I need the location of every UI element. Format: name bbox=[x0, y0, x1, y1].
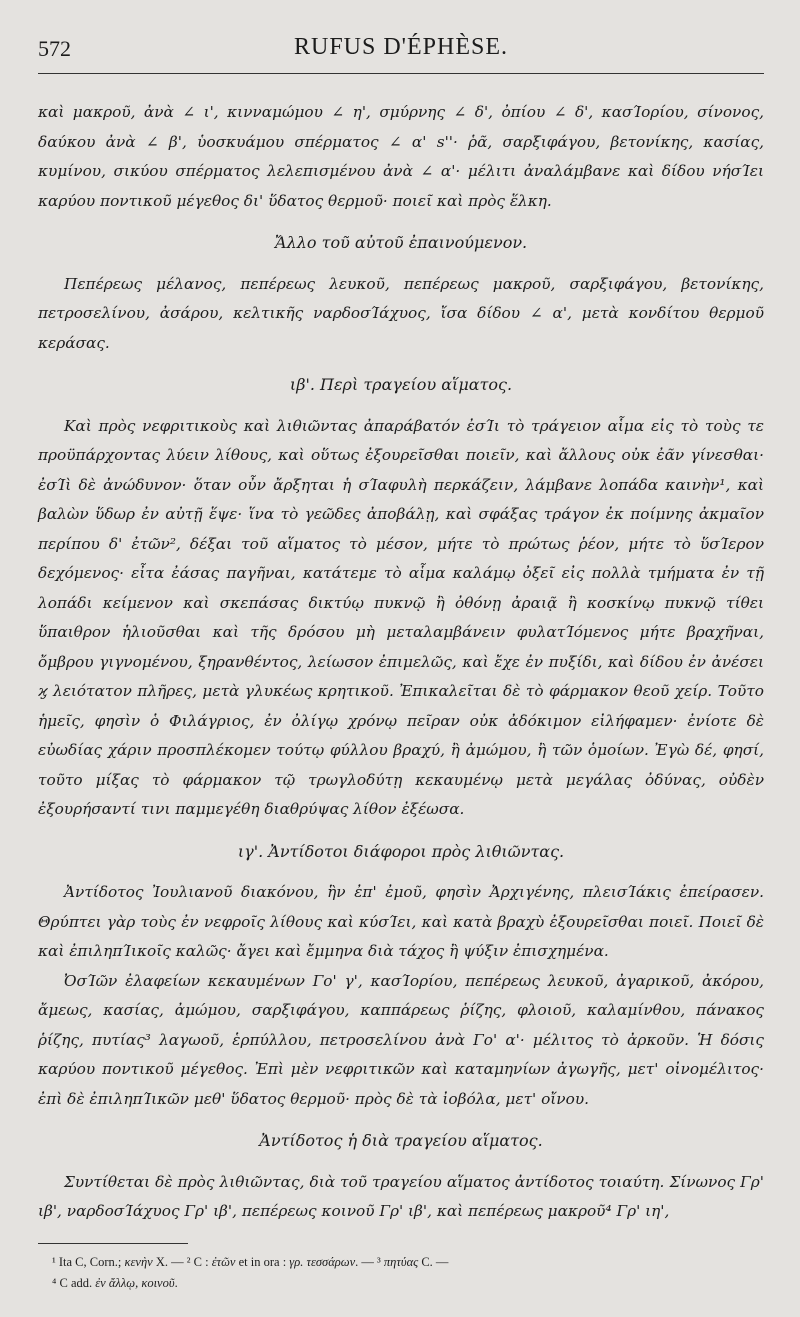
header-rule bbox=[38, 73, 764, 74]
section-heading-13: ιγ'. Ἀντίδοτοι διάφοροι πρὸς λιθιῶντας. bbox=[237, 841, 565, 861]
paragraph-syntithetai: Συντίθεται δὲ πρὸς λιθιῶντας, διὰ τοῦ τραγείου αἵματος ἀντίδοτος τοιαύτη. Σίνωνος Γρ' ιβ', ναρδοσΊάχυος Γρ' ιβ', πεπέρεως κοινοῦ Γρ' ιβ', καὶ πεπέρεως μακροῦ⁴ Γρ' ιη', bbox=[38, 1172, 764, 1220]
footnote-text: . — ³ bbox=[355, 1254, 384, 1269]
paragraph-ostoon: ὈσΊῶν ἐλαφείων κεκαυμένων Γο' γ', κασΊορίου, πεπέρεως λευκοῦ, ἀγαρικοῦ, ἀκόρου, ἄμεως, κασίας, ἀμώμου, σαρξιφάγου, καππάρεως ῥίζης, φλοιοῦ, καλαμίνθου, πάνακος ῥίζης, πυτίας³ λαγωοῦ, ἑρπύλλου, πετροσελίνου ἀνὰ Γο' α'· μέλιτος τὸ ἀρκοῦν. Ἡ δόσις καρύου ποντικοῦ μέγεθος. Ἐπὶ μὲν νεφριτικῶν καὶ καταμηνίων ἀγωγῆς, μετ' οἰνομέλιτος· ἐπὶ δὲ ἐπιληπΊικῶν μεθ' ὕδατος θερμοῦ· πρὸς δὲ τὰ ἰοβόλα, μετ' οἴνου. bbox=[38, 971, 764, 1108]
footnote-greek: ἐν ἄλλῳ, κοινοῦ bbox=[95, 1275, 175, 1290]
footnote-greek: ἐτῶν bbox=[211, 1254, 236, 1269]
page-content bbox=[38, 98, 764, 1227]
footnotes bbox=[38, 1252, 764, 1294]
footnote-text: ⁴ C add. bbox=[52, 1275, 96, 1290]
page-number: 572 bbox=[38, 36, 71, 61]
paragraph-pepereos: Πεπέρεως μέλανος, πεπέρεως λευκοῦ, πεπέρεως μακροῦ, σαρξιφάγου, βετονίκης, πετροσελίνου, ἀσάρου, κελτικῆς ναρδοσΊάχυος, ἴσα δίδου ∠ α', μετὰ κονδίτου θερμοῦ κεράσας. bbox=[38, 274, 764, 352]
footnote-line bbox=[52, 1252, 764, 1273]
section-heading-antidotos: Ἀντίδοτος ἡ διὰ τραγείου αἵματος. bbox=[259, 1131, 543, 1150]
footnote-text: ¹ Ita C, Corn.; bbox=[52, 1254, 125, 1269]
footnote-line bbox=[52, 1273, 764, 1294]
paragraph-continuation: καὶ μακροῦ, ἀνὰ ∠ ι', κινναμώμου ∠ η', σμύρνης ∠ δ', ὀπίου ∠ δ', κασΊορίου, σίνονος, δαύκου ἀνὰ ∠ β', ὑοσκυάμου σπέρματος ∠ α' s''· ῥᾶ, σαρξιφάγου, βετονίκης, κασίας, κυμίνου, σικύου σπέρματος λελεπισμένου ἀνὰ ∠ α'· μέλιτι ἀναλάμβανε καὶ δίδου νήσΊει καρύου ποντικοῦ μέγεθος δι' ὕδατος θερμοῦ· ποιεῖ καὶ πρὸς ἕλκη. bbox=[38, 103, 764, 210]
paragraph-antidotos-ioulianou: Ἀντίδοτος Ἰουλιανοῦ διακόνου, ἣν ἐπ' ἐμοῦ, φησὶν Ἀρχιγένης, πλεισΊάκις ἐπείρασεν. Θρύπτει γὰρ τοὺς ἐν νεφροῖς λίθους καὶ κύσΊει, καὶ κατὰ βραχὺ ἐξουρεῖσθαι ποιεῖ. Ποιεῖ δὲ καὶ ἐπιληπΊικοῖς καλῶς· ἄγει καὶ ἔμμηνα διὰ τάχος ἢ ψύξιν ἐπισχημένα. bbox=[38, 883, 764, 960]
paragraph-trageiou-haimatos: Καὶ πρὸς νεφριτικοὺς καὶ λιθιῶντας ἀπαράβατόν ἐσΊι τὸ τράγειον αἷμα εἰς τὸ τοὺς τε προϋπάρχοντας λύειν λίθους, καὶ οὕτως ἐξουρεῖσθαι ποιεῖν, καὶ ἄλλους οὐκ ἐᾶν γίνεσθαι· ἐσΊὶ δὲ ἀνώδυνον· ὅταν οὖν ἄρξηται ἡ σΊαφυλὴ περκάζειν, λάμβανε λοπάδα καινὴν¹, καὶ βαλὼν ὕδωρ ἐν αὐτῇ ἕψε· ἵνα τὸ γεῶδες ἀποβάλῃ, καὶ σφάξας τράγον ἐκ ποίμνης ἀκμαῖον περίπου δ' ἐτῶν², δέξαι τοῦ αἵματος τὸ μέσον, μήτε τὸ πρώτως ῥέον, μήτε τὸ ὕσΊερον δεχόμενος· εἶτα ἐάσας παγῆναι, κατάτεμε τὸ αἷμα καλάμῳ ὀξεῖ εἰς πολλὰ τμήματα ἐν τῇ λοπάδι κείμενον καὶ σκεπάσας δικτύῳ πυκνῷ ἢ ὀθόνῃ ἀραιᾷ ἢ κοσκίνῳ πυκνῷ τίθει ὕπαιθρον ἡλιοῦσθαι καὶ τῆς δρόσου μὴ μεταλαμβάνειν φυλατΊόμενος μήτε βραχῆναι, ὄμβρου γιγνομένου, ξηρανθέντος, λείωσον ἐπιμελῶς, καὶ ἔχε ἐν πυξίδι, καὶ δίδου ἐν ἀνέσει ϗ λειότατον πλῆρες, μετὰ γλυκέως κρητικοῦ. Ἐπικαλεῖται δὲ τὸ φάρμακον θεοῦ χείρ. Τοῦτο ἡμεῖς, φησὶν ὁ Φιλάγριος, ἐν ὀλίγῳ χρόνῳ πεῖραν οὐκ ἀδόκιμον εἰλήφαμεν· ἐνίοτε δὲ εὐωδίας χάριν προσπλέκομεν τούτῳ φύλλου βραχύ, ἢ ἀμώμου, ἢ τῶν ὁμοίων. Ἐγὼ δέ, φησί, τοῦτο μίξας τὸ φάρμακον τῷ τρωγλοδύτῃ κεκαυμένῳ μετὰ μεγάλας ὀδύνας, οὐδὲν ἐξουρήσαντί τινι παμμεγέθη διαθρύψας λίθον ἐξέωσα. bbox=[38, 416, 764, 818]
section-heading-12: ιβ'. Περὶ τραγείου αἵματος. bbox=[289, 375, 513, 394]
running-title: RUFUS D'ÉPHÈSE. bbox=[293, 34, 509, 60]
footnote-text: et in ora : bbox=[235, 1254, 290, 1269]
footnote-text: . bbox=[174, 1275, 178, 1290]
footnote-text: C. — bbox=[418, 1254, 449, 1269]
running-head bbox=[38, 30, 764, 74]
footnote-text: X. — ² C : bbox=[152, 1254, 212, 1269]
section-heading-allo: Ἄλλο τοῦ αὐτοῦ ἐπαινούμενον. bbox=[274, 233, 528, 252]
footnote-greek: γρ. τεσσάρων bbox=[289, 1254, 356, 1269]
footnote-greek: κενὴν bbox=[124, 1254, 153, 1269]
footnote-rule bbox=[38, 1243, 188, 1244]
footnote-greek: πητύας bbox=[383, 1254, 419, 1269]
